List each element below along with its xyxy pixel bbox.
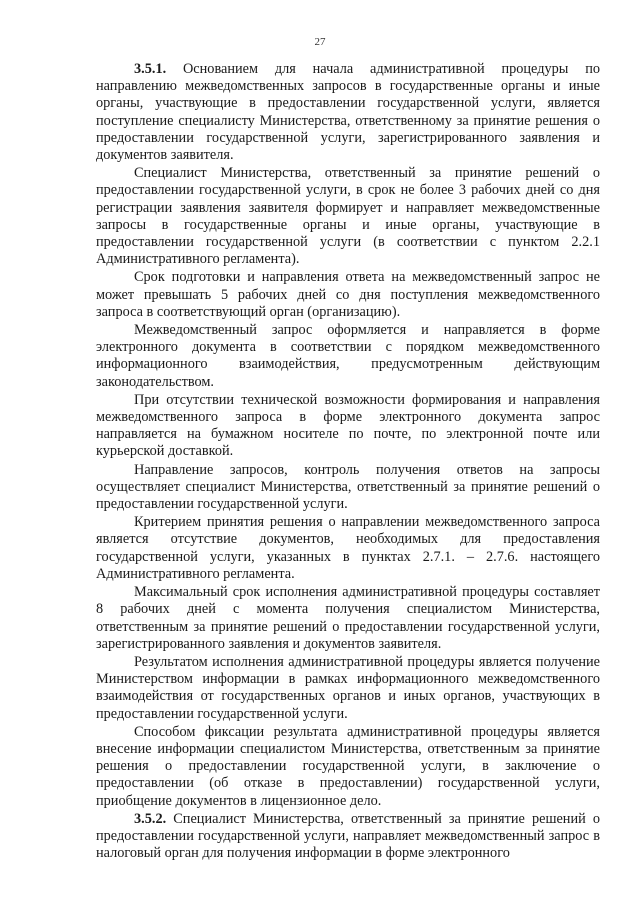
page-number: 27 <box>314 36 326 48</box>
paragraph: Межведомственный запрос оформляется и направляется в форме электронного документа в соответствии с порядком межведомственного информационного взаимодействия, предусмотренным действующим законодательством. <box>96 322 600 390</box>
paragraph: Максимальный срок исполнения административной процедуры составляет 8 рабочих дней с момента получения специалистом Министерства, ответственным за принятие решений о предоставлении государственной услуги, зарегистрированного заявления и документов заявителя. <box>96 584 600 652</box>
clause-number: 3.5.1. <box>134 61 167 77</box>
paragraph: При отсутствии технической возможности формирования и направления межведомственного запроса в форме электронного документа запрос направляется на бумажном носителе по почте, по электронной почте или курьерской доставкой. <box>96 391 600 460</box>
clause-number: 3.5.2. <box>134 810 167 827</box>
paragraph-text: Основанием для начала административной процедуры по направлению межведомственных запросов в государственные органы и иные органы, участвующие в предоставлении государственной услуги, является поступление специалисту Министерства, ответственному за принятие решения о предоставлении государственной услуги, зарегистрированного заявления и документов заявителя. <box>96 61 600 164</box>
paragraph: Срок подготовки и направления ответа на межведомственный запрос не может превышать 5 рабочих дней со дня поступления межведомственного запроса в соответствующий орган (организацию). <box>96 269 600 320</box>
paragraph: Способом фиксации результата административной процедуры является внесение информации специалистом Министерства, ответственным за принятие решения о предоставлении государственной услуги, в заключение о предоставлении (об отказе в предоставлении) государственной услуги, приобщение документов в лицензионное дело. <box>96 723 600 809</box>
paragraph-text: Специалист Министерства, ответственный за принятие решений о предоставлении государственной услуги, направляет межведомственный запрос в налоговый орган для получения информации в форме электронного <box>96 810 600 862</box>
paragraph-3-5-1 <box>96 61 600 164</box>
paragraph: Направление запросов, контроль получения ответов на запросы осуществляет специалист Министерства, ответственный за принятие решений о предоставлении государственной услуги. <box>96 461 600 513</box>
document-body <box>96 61 600 863</box>
paragraph: Специалист Министерства, ответственный за принятие решений о предоставлении государственной услуги, в срок не более 3 рабочих дней со дня регистрации заявления заявителя формирует и направляет межведомственные запросы в государственные органы и иные органы, участвующие в предоставлении государственной услуги (в соответствии с пунктом 2.2.1 Административного регламента). <box>96 165 600 268</box>
paragraph-3-5-2 <box>96 811 600 863</box>
paragraph: Результатом исполнения административной процедуры является получение Министерством информации в рамках информационного межведомственного взаимодействия от государственных органов и иных органов, участвующих в предоставлении государственной услуги. <box>96 653 600 722</box>
paragraph: Критерием принятия решения о направлении межведомственного запроса является отсутствие документов, необходимых для предоставления государственной услуги, указанных в пунктах 2.7.1. – 2.7.6. настоящего Административного регламента. <box>96 514 600 582</box>
